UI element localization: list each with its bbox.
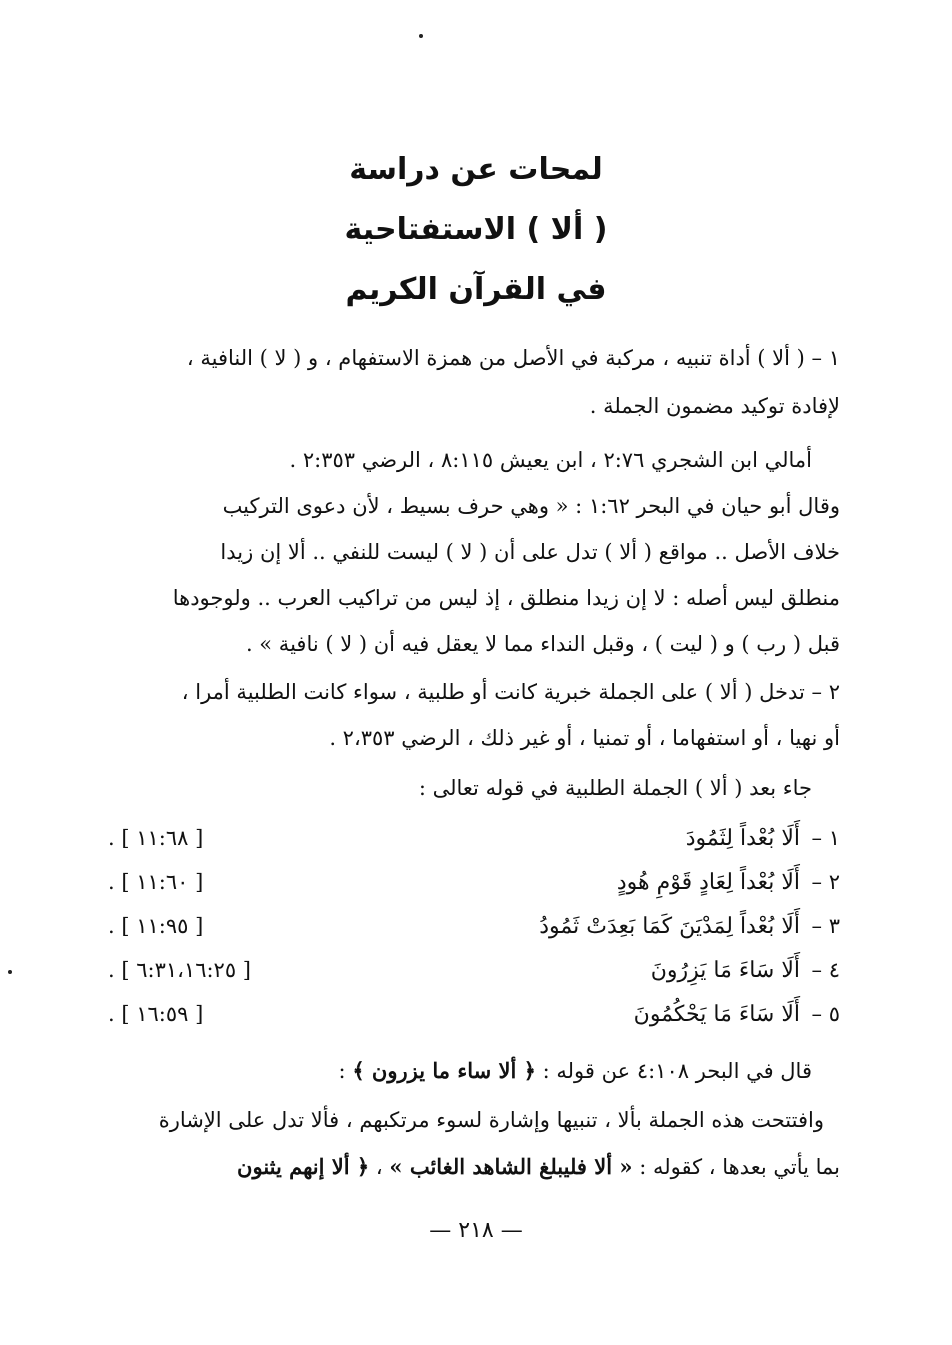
references-line: أمالي ابن الشجري ٢:٧٦ ، ابن يعيش ٨:١١٥ ، الرضي ٢:٣٥٣ . [289, 448, 812, 472]
para5-line2 [108, 1154, 840, 1179]
verse-reference: [ ١٦:٥٩ ] . [108, 1002, 204, 1026]
verse-row [108, 826, 840, 870]
para1-line2: لإفادة توكيد مضمون الجملة . [589, 394, 840, 418]
verse-row [108, 958, 840, 1002]
verse-text: أَلَا بُعْداً لِثَمُودَ [685, 826, 800, 851]
verse-reference: [ ١١:٦٨ ] . [108, 826, 204, 850]
para2-line3: منطلق ليس أصله : لا إن زيدا منطلق ، إذ ليس من تراكيب العرب .. ولوجودها [172, 586, 840, 610]
verse-text: أَلَا سَاءَ مَا يَحْكُمُونَ [633, 1002, 800, 1027]
para4-suffix: : [338, 1059, 346, 1083]
para1-line1: ١ – ( ألا ) أداة تنبيه ، مركبة في الأصل من همزة الاستفهام ، و ( لا ) النافية ، [186, 346, 840, 370]
verse-row [108, 1002, 840, 1046]
verse-number: ٢ – [811, 870, 840, 894]
para5-line2-quote1: « ألا فليبلغ الشاهد الغائب » [389, 1154, 633, 1179]
para4-prefix: قال في البحر ٤:١٠٨ عن قوله : [542, 1059, 812, 1083]
verse-number: ٥ – [811, 1002, 840, 1026]
para5-line1: وافتتحت هذه الجملة بألا ، تنبيها وإشارة لسوء مرتكبهم ، فألا تدل على الإشارة [158, 1108, 824, 1132]
para3-line1: ٢ – تدخل ( ألا ) على الجملة خبرية كانت أو طلبية ، سواء كانت الطلبية أمرا ، [181, 680, 840, 704]
verse-number: ١ – [811, 826, 840, 850]
scan-speck [8, 970, 12, 974]
para2-line1: وقال أبو حيان في البحر ١:٦٢ : « وهي حرف بسيط ، لأن دعوى التركيب [222, 494, 840, 518]
para4-line [339, 1058, 812, 1083]
para5-line2-quote2: ﴿ ألا إنهم يثنون [237, 1154, 370, 1179]
verses-intro: جاء بعد ( ألا ) الجملة الطلبية في قوله تعالى : [418, 776, 812, 800]
para4-quote: ﴿ ألا ساء ما يزرون ﴾ [352, 1058, 536, 1083]
verse-reference: [ ١١:٦٠ ] . [108, 870, 204, 894]
scan-speck [419, 34, 423, 38]
verse-text: أَلَا بُعْداً لِعَادٍ قَوْمِ هُودٍ [616, 870, 800, 895]
para5-line2-separator: ، [375, 1155, 383, 1179]
title-line-1: لمحات عن دراسة [349, 152, 603, 187]
title-line-2: ( ألا ) الاستفتاحية [344, 212, 608, 247]
para3-line2: أو نهيا ، أو استفهاما ، أو تمنيا ، أو غير ذلك ، الرضي ٢،٣٥٣ . [329, 726, 840, 750]
para2-line2: خلاف الأصل .. مواقع ( ألا ) تدل على أن ( لا ) ليست للنفي .. ألا إن زيدا [220, 540, 840, 564]
verse-number: ٤ – [811, 958, 840, 982]
verse-number: ٣ – [811, 914, 840, 938]
verse-row [108, 870, 840, 914]
page-number: — ٢١٨ — [429, 1218, 523, 1243]
title-line-3: في القرآن الكريم [345, 272, 607, 307]
verse-reference: [ ٦:٣١،١٦:٢٥ ] . [108, 958, 251, 982]
para2-line4: قبل ( رب ) و ( ليت ) ، وقبل النداء مما لا يعقل فيه أن ( لا ) نافية » . [245, 632, 840, 656]
para5-line2-prefix: بما يأتي بعدها ، كقوله : [639, 1155, 840, 1179]
verse-reference: [ ١١:٩٥ ] . [108, 914, 204, 938]
verse-text: أَلَا بُعْداً لِمَدْيَنَ كَمَا بَعِدَتْ ثَمُودُ [539, 914, 800, 939]
verse-text: أَلَا سَاءَ مَا يَزِرُونَ [650, 958, 800, 983]
title-block [0, 140, 952, 320]
verse-row [108, 914, 840, 958]
